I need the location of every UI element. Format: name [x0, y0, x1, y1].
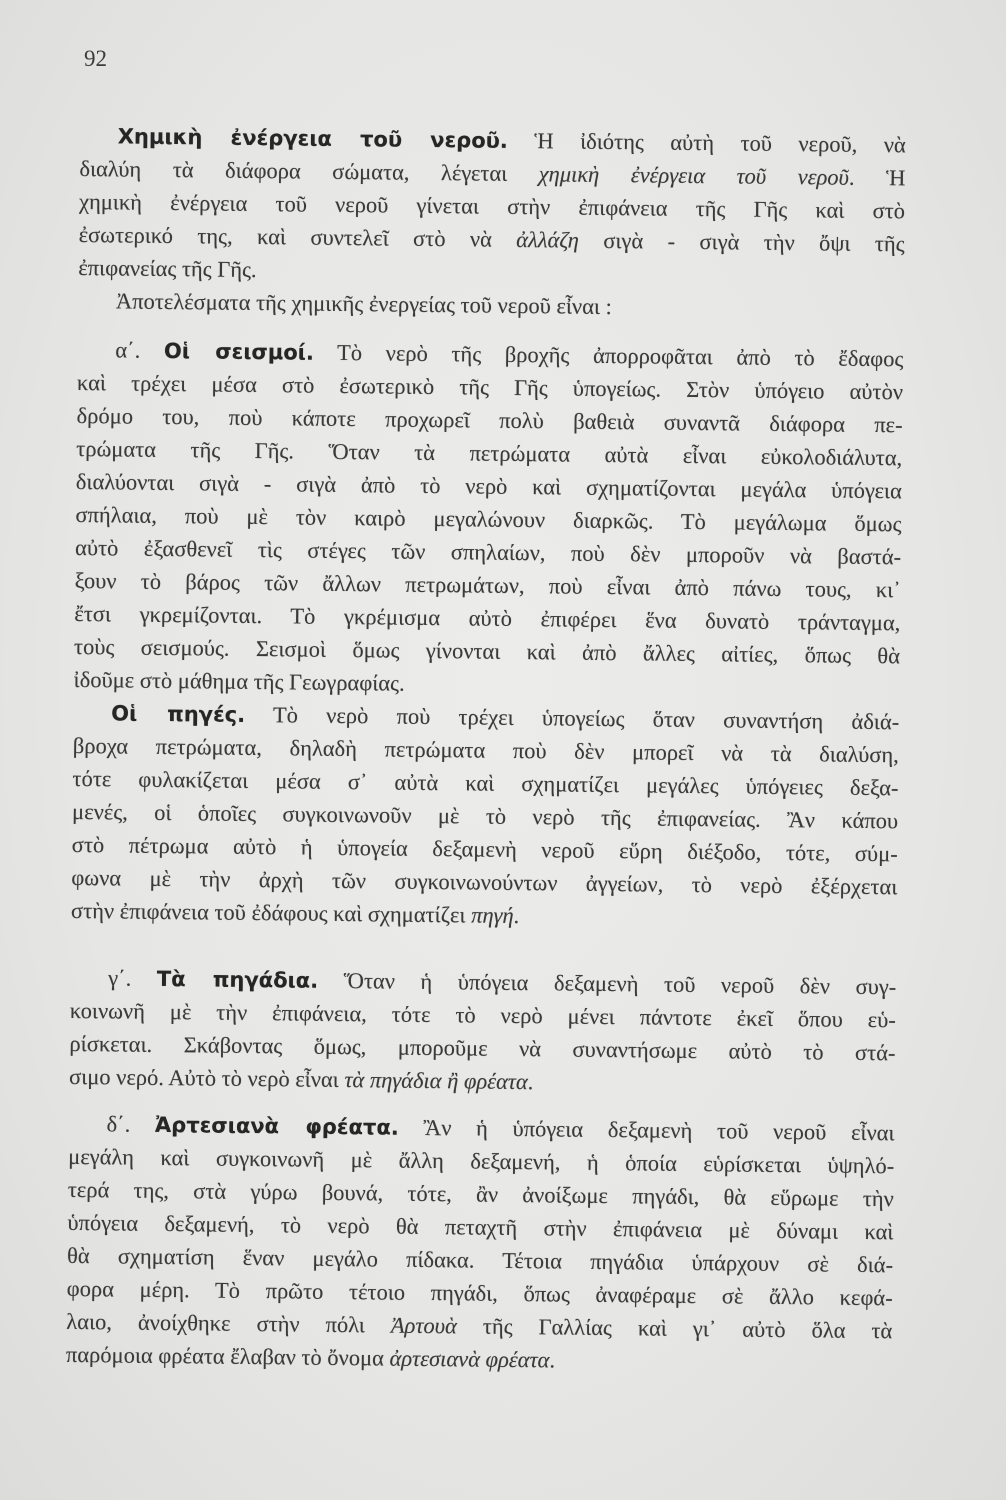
list-marker: α΄. [115, 337, 165, 363]
text-run: . [549, 1347, 556, 1373]
text-run: στὴν ἐπιφάνεια τοῦ ἐδάφους καὶ σχηματίζει [70, 897, 472, 928]
text-run: θὰ σχηματίση ἕναν μεγάλο πίδακα. Τέτοια πηγάδια ὑπάρχουν σὲ διά- [66, 1242, 894, 1278]
text-run: ὑπόγεια δεξαμενή, τὸ νερὸ θὰ πεταχτῆ στὴν ἐπιφάνεια μὲ δύναμι καὶ [67, 1209, 894, 1245]
text-run: τῆς Γαλλίας καὶ γι᾽ αὐτὸ ὅλα τὰ [456, 1313, 893, 1344]
text-run: ἐπιφανείας τῆς Γῆς. [78, 254, 257, 283]
text-run: τερά της, στὰ γύρω βουνά, τότε, ἂν ἀνοίξωμε πηγάδι, θὰ εὕρωμε τὴν [67, 1176, 894, 1212]
text-run: Τὸ νερὸ τῆς βροχῆς ἀπορροφᾶται ἀπὸ τὸ ἔδαφος [313, 339, 904, 372]
page-number: 92 [84, 46, 107, 71]
section-artesian-wells [66, 1107, 895, 1380]
text-run: στὸ πέτρωμα αὐτὸ ἡ ὑπογεία δεξαμενὴ νεροῦ εὕρη διέξοδο, τότε, σύμ- [71, 831, 898, 867]
text-run: δρόμο του, ποὺ κάποτε προχωρεῖ πολὺ βαθειὰ συναντᾶ διάφορα πε- [76, 402, 903, 438]
text-run: σπήλαια, ποὺ μὲ τὸν καιρὸ μεγαλώνουν διαρκῶς. Τὸ μεγάλωμα ὅμως [75, 501, 902, 537]
text-run: τοὺς σεισμούς. Σεισμοὶ ὅμως γίνονται καὶ ἀπὸ ἄλλες αἰτίες, ὅπως θὰ [73, 633, 901, 669]
section-heading: Χημικὴ ἐνέργεια τοῦ νεροῦ. [117, 124, 509, 153]
paragraph-chemical-action [78, 119, 906, 293]
text-run: χημικὴ ἐνέργεια τοῦ νεροῦ γίνεται στὴν ἐπιφάνεια τῆς Γῆς καὶ στὸ [78, 188, 906, 224]
text-run: Τὸ νερὸ ποὺ τρέχει ὑπογείως ὅταν συναντήση ἀδιά- [245, 701, 900, 735]
list-marker: γ΄. [108, 965, 158, 991]
section-springs [71, 696, 900, 936]
text-run: Ὅταν ἡ ὑπόγεια δεξαμενὴ τοῦ νεροῦ δὲν συγ- [318, 967, 897, 1000]
text-run: μεγάλη καὶ συγκοινωνῆ μὲ ἄλλη δεξαμενή, ἡ ὁποία εὑρίσκεται ὑψηλό- [68, 1143, 895, 1179]
emphasis-text: Ἀρτουὰ [390, 1312, 458, 1339]
emphasis-text: χημικὴ ἐνέργεια τοῦ νεροῦ [538, 161, 850, 190]
emphasis-text: ἀλλάζη [516, 226, 580, 253]
text-run: . Ἡ [848, 164, 906, 191]
text-run: καὶ τρέχει μέσα στὸ ἐσωτερικὸ τῆς Γῆς ὑπογείως. Στὸν ὑπόγειο αὐτὸν [76, 369, 904, 405]
text-run: βροχα πετρώματα, δηλαδὴ πετρώματα ποὺ δὲν μπορεῖ νὰ τὰ διαλύση, [72, 732, 899, 768]
text-run: ρίσκεται. Σκάβοντας ὅμως, μποροῦμε νὰ συναντήσωμε αὐτὸ τὸ στά- [69, 1030, 896, 1066]
text-run: διαλύη τὰ διάφορα σώματα, λέγεται [79, 155, 539, 187]
page-body [66, 119, 906, 1380]
text-run: φωνα μὲ τὴν ἀρχὴ τῶν συγκοινωνούντων ἀγγείων, τὸ νερὸ ἐξέρχεται [71, 864, 898, 900]
emphasis-text: πηγή [471, 902, 514, 928]
section-heading: Τὰ πηγάδια. [156, 966, 319, 993]
text-run: διαλύονται σιγὰ - σιγὰ ἀπὸ τὸ νερὸ καὶ σχηματίζονται μεγάλα ὑπόγεια [75, 468, 902, 504]
section-wells [69, 961, 896, 1102]
section-heading: Οἱ σεισμοί. [163, 338, 315, 365]
text-run: ἔτσι γκρεμίζονται. Τὸ γκρέμισμα αὐτὸ ἐπιφέρει ἕνα δυνατὸ τράνταγμα, [74, 600, 901, 636]
text-run: Ἂν ἡ ὑπόγεια δεξαμενὴ τοῦ νεροῦ εἶναι [398, 1114, 895, 1146]
text-run: αὐτὸ ἐξασθενεῖ τὶς στέγες τῶν σπηλαίων, ποὺ δὲν μποροῦν νὰ βαστά- [74, 534, 902, 570]
section-heading: Ἀρτεσιανὰ φρέατα. [154, 1112, 399, 1140]
list-marker: δ΄. [106, 1111, 156, 1137]
section-earthquakes [73, 333, 903, 705]
text-run: ξουν τὸ βάρος τῶν ἄλλων πετρωμάτων, ποὺ εἶναι ἀπὸ πάνω τους, κι᾽ [74, 567, 901, 603]
emphasis-text: τὰ πηγάδια ἢ φρέατα [344, 1067, 528, 1095]
text-run: Ἡ ἰδιότης αὐτὴ τοῦ νεροῦ, νὰ [507, 127, 906, 158]
text-run: ἐσωτερικό της, καὶ συντελεῖ στὸ νὰ [78, 221, 517, 252]
text-run: σιμο νερό. Αὐτὸ τὸ νερὸ εἶναι [68, 1063, 345, 1093]
text-run: λαιο, ἀνοίχθηκε στὴν πόλι [66, 1308, 392, 1338]
text-run: Ἀποτελέσματα τῆς χημικῆς ἐνεργείας τοῦ νεροῦ εἶναι : [115, 288, 613, 320]
text-run: φορα μέρη. Τὸ πρῶτο τέτοιο πηγάδι, ὅπως ἀναφέραμε σὲ ἄλλο κεφά- [66, 1275, 893, 1311]
text-run: τότε φυλακίζεται μέσα σ᾽ αὐτὰ καὶ σχηματίζει μεγάλες ὑπόγειες δεξα- [72, 765, 899, 801]
text-run: σιγὰ - σιγὰ τὴν ὄψι τῆς [578, 227, 905, 257]
text-run: . [527, 1069, 534, 1095]
emphasis-text: ἀρτεσιανὰ φρέατα [389, 1345, 550, 1373]
text-run: τρώματα τῆς Γῆς. Ὅταν τὰ πετρώματα αὐτὰ εἶναι εὐκολοδιάλυτα, [76, 435, 903, 471]
text-run: ἰδοῦμε στὸ μάθημα τῆς Γεωγραφίας. [73, 666, 405, 696]
text-run: κοινωνῆ μὲ τὴν ἐπιφάνεια, τότε τὸ νερὸ μένει πάντοτε ἐκεῖ ὅπου εὑ- [69, 997, 896, 1033]
text-run: μενές, οἱ ὁποῖες συγκοινωνοῦν μὲ τὸ νερὸ τῆς ἐπιφανείας. Ἂν κάπου [72, 798, 899, 834]
text-run: . [513, 902, 520, 929]
section-heading: Οἱ πηγές. [111, 701, 246, 727]
text-run: παρόμοια φρέατα ἔλαβαν τὸ ὄνομα [65, 1341, 390, 1371]
